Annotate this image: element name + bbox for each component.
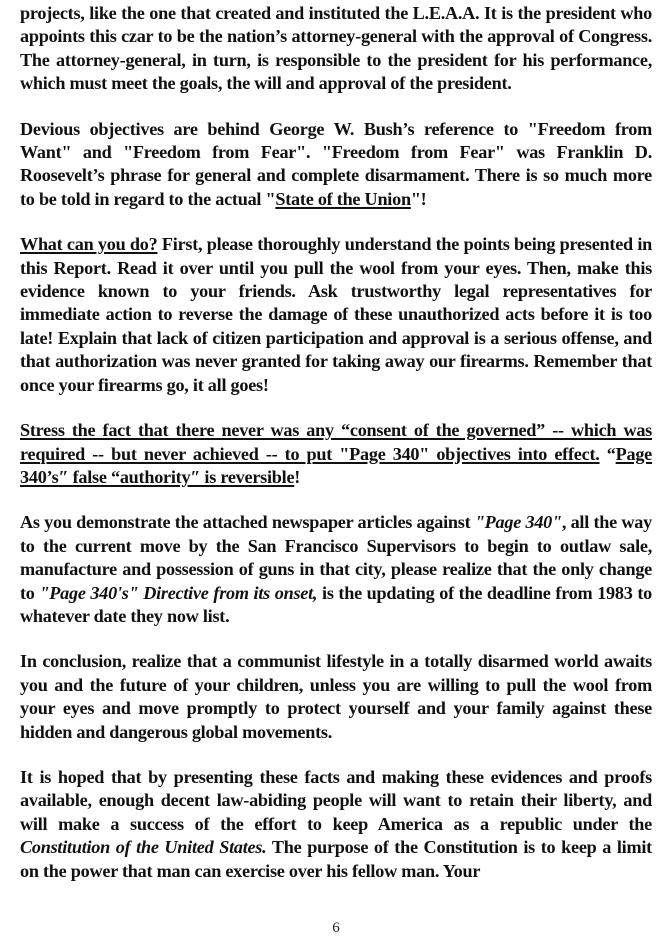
text-segment: The purpose of the Constitution is to keep a limit on the power that man can exercise over his fellow man. Your — [20, 837, 652, 881]
text-segment: Devious objectives are behind George W. Bush’s reference to "Freedom from Want" and "Freedom from Fear". "Freedom from Fear" was Franklin D. Roosevelt’s phrase for general and complete disarmament. There is so much more to be told in regard to the actual " — [20, 118, 652, 209]
underlined-text-consent-of-governed: Stress the fact that there never was any “consent of the governed” -- which was required -- but never achieved -- to put "Page 340" objectives into effect. — [20, 420, 652, 464]
text-segment: It is hoped that by presenting these facts and making these evidences and proofs available, enough decent law-abiding people will want to retain their liberty, and will make a success of the effort to keep America as a republic under the — [20, 766, 652, 834]
paragraph-devious-objectives — [20, 118, 652, 212]
text-segment: "! — [410, 188, 427, 209]
text-segment: is the updating of the deadline from 1983 to whatever date they now list. — [20, 582, 653, 626]
text-segment: ! — [294, 466, 301, 487]
page-number: 6 — [332, 920, 340, 936]
paragraph-in-conclusion — [20, 650, 652, 744]
text-segment: “ — [599, 443, 616, 464]
paragraph-what-can-you-do — [20, 233, 652, 397]
paragraph-newspaper-articles — [20, 511, 652, 628]
text-segment: projects, like the one that created and instituted the L.E.A.A. It is the president who appoints this czar to be the nation’s attorney-general with the approval of Congress. The attorney-general, in turn, is responsible to the president for his performance, which must meet the goals, the will and approval of the president. — [20, 3, 652, 94]
text-segment: First, please thoroughly understand the points being presented in this Report. Read it over until you pull the wool from your eyes. Then, make this evidence known to your friends. Ask trustworthy legal representatives for immediate action to reverse the damage of these unauthorized acts before it is too late! Explain that lack of citizen participation and approval is a serious offense, and that authorization was never granted for taking away our firearms. Remember that once your firearms go, it all goes! — [20, 234, 652, 395]
italic-text-directive: "Page 340's" Directive from its onset, — [39, 582, 318, 603]
underlined-text-authority-reversible: Page 340’s″ false “authority″ is reversible — [20, 443, 652, 487]
italic-text-page-340: "Page 340" — [474, 512, 562, 533]
underlined-heading-what-can-you-do: What can you do? — [20, 234, 158, 255]
text-segment: , all the way to the current move by the San Francisco Supervisors to begin to outlaw sale, manufacture and possession of guns in that city, please realize that the only change to — [20, 512, 652, 603]
italic-text-constitution: Constitution of the United States. — [20, 837, 267, 858]
underlined-text-state-of-the-union: State of the Union — [275, 188, 411, 209]
paragraph-stress-the-fact — [20, 419, 652, 489]
text-segment: In conclusion, realize that a communist lifestyle in a totally disarmed world awaits you and the future of your children, unless you are willing to pull the wool from your eyes and move promptly to protect yourself and your family against these hidden and dangerous global movements. — [20, 651, 652, 742]
text-segment: As you demonstrate the attached newspaper articles against — [20, 512, 475, 533]
paragraph-leaa-attorney-general — [20, 2, 652, 96]
paragraph-it-is-hoped — [20, 766, 652, 883]
document-page — [20, 2, 652, 906]
